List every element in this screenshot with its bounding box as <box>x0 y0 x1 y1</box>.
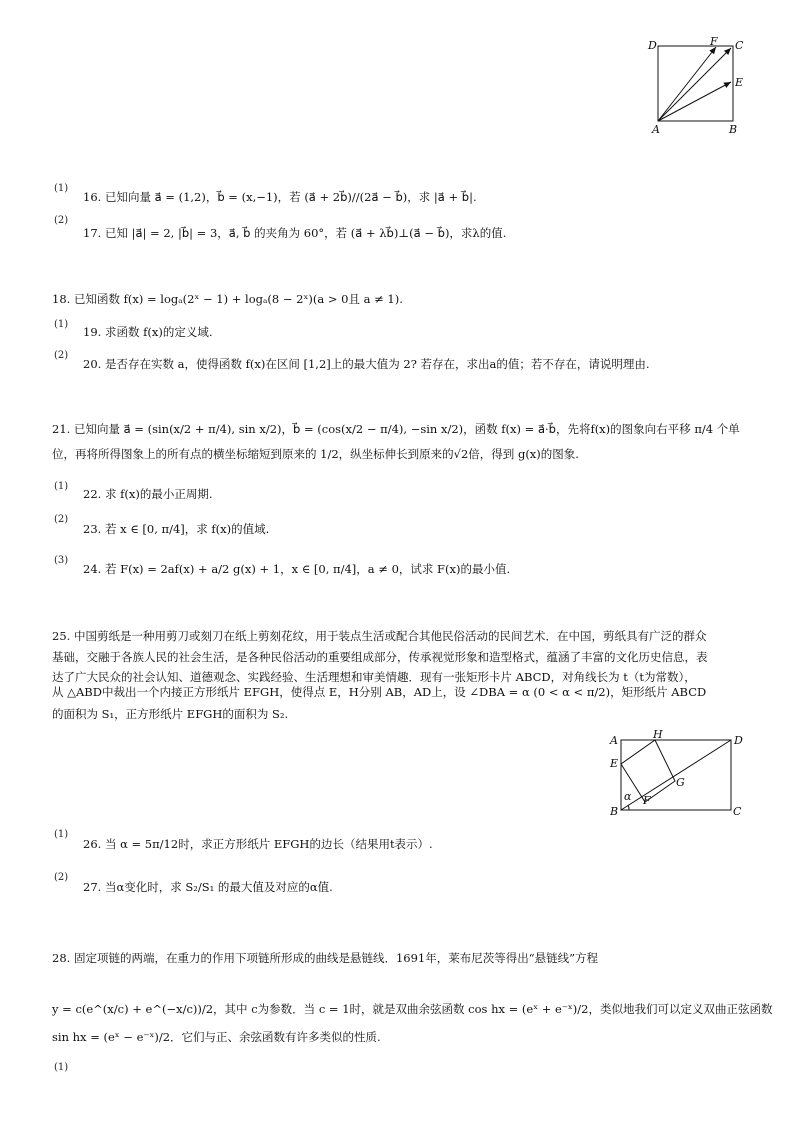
angle-alpha-arc <box>628 805 629 810</box>
label-f: F <box>710 36 718 48</box>
label-c: C <box>735 39 744 52</box>
question-18: 18. 已知函数 f(x) = logₐ(2ˣ − 1) + logₐ(8 − 2ˣ)(a > 0且 a ≠ 1). <box>52 292 403 306</box>
sub-marker: (3) <box>54 555 69 566</box>
sub-marker: (2) <box>54 215 69 226</box>
vector-af <box>658 47 716 121</box>
sub-marker: (1) <box>54 183 69 194</box>
label-a: A <box>610 734 618 747</box>
label-g: G <box>676 776 685 789</box>
question-20: 20. 是否存在实数 a，使得函数 f(x)在区间 [1,2]上的最大值为 2? 若存在，求出a的值；若不存在，请说明理由. <box>83 357 650 371</box>
question-17: 17. 已知 |a⃗| = 2, |b⃗| = 3，a⃗, b⃗ 的夹角为 60°，若 (a⃗ + λb⃗)⊥(a⃗ − b⃗)，求λ的值. <box>83 226 507 240</box>
sub-marker: (1) <box>54 829 69 840</box>
question-19: 19. 求函数 f(x)的定义域. <box>83 325 213 339</box>
question-28-line-3: sin hx = (eˣ − e⁻ˣ)/2．它们与正、余弦函数有许多类似的性质. <box>52 1030 381 1044</box>
label-alpha: α <box>624 790 632 803</box>
sub-marker: (1) <box>54 481 69 492</box>
question-28-line-2: y = c(e^(x/c) + e^(−x/c))/2，其中 c为参数．当 c = 1时，就是双曲余弦函数 cos hx = (eˣ + e⁻ˣ)/2，类似地我们可以定义双曲正弦函数 <box>52 1002 773 1016</box>
question-27: 27. 当α变化时，求 S₂/S₁ 的最大值及对应的α值. <box>83 880 333 894</box>
question-26: 26. 当 α = 5π/12时，求正方形纸片 EFGH的边长（结果用t表示）. <box>83 837 433 851</box>
sub-marker: (1) <box>54 319 69 330</box>
question-23: 23. 若 x ∈ [0, π/4]，求 f(x)的值域. <box>83 522 270 536</box>
sub-marker: (2) <box>54 350 69 361</box>
paper-cut-figure <box>605 728 755 824</box>
label-f: F <box>643 794 651 807</box>
label-a: A <box>652 123 660 136</box>
question-25-line-5: 的面积为 S₁，正方形纸片 EFGH的面积为 S₂. <box>52 707 289 721</box>
sub-marker: (2) <box>54 872 69 883</box>
sub-marker: (2) <box>54 514 69 525</box>
diagonal-bd <box>621 740 731 810</box>
question-25-line-1: 25. 中国剪纸是一种用剪刀或刻刀在纸上剪刻花纹，用于装点生活或配合其他民俗活动的民间艺术．在中国，剪纸具有广泛的群众 <box>52 629 707 643</box>
question-24: 24. 若 F(x) = 2af(x) + a/2 g(x) + 1，x ∈ [0, π/4]，a ≠ 0，试求 F(x)的最小值. <box>83 562 511 576</box>
label-c: C <box>733 805 742 818</box>
question-22: 22. 求 f(x)的最小正周期. <box>83 487 213 501</box>
label-b: B <box>610 805 619 818</box>
label-d: D <box>734 734 743 747</box>
sub-marker: (1) <box>54 1062 69 1073</box>
question-25-line-4: 从 △ABD中裁出一个内接正方形纸片 EFGH，使得点 E，H分别 AB，AD上，设 ∠DBA = α (0 < α < π/2)，矩形纸片 ABCD <box>52 685 707 699</box>
question-28-line-1: 28. 固定项链的两端，在重力的作用下项链所形成的曲线是悬链线．1691年，莱布尼茨等得出“悬链线”方程 <box>52 951 598 965</box>
label-d: D <box>648 39 657 52</box>
question-16: 16. 已知向量 a⃗ = (1,2)，b⃗ = (x,−1)，若 (a⃗ + 2b⃗)//(2a⃗ − b⃗)，求 |a⃗ + b⃗|. <box>83 190 477 204</box>
label-e: E <box>610 757 619 770</box>
vector-figure <box>640 36 750 138</box>
question-21-line-2: 位，再将所得图象上的所有点的横坐标缩短到原来的 1/2，纵坐标伸长到原来的√2倍，得到 g(x)的图象. <box>52 447 579 461</box>
question-25-line-3: 达了广大民众的社会认知、道德观念、实践经验、生活理想和审美情趣．现有一张矩形卡片 ABCD，对角线长为 t（t为常数）， <box>52 670 696 684</box>
vector-ae <box>658 82 731 121</box>
label-e: E <box>735 76 744 89</box>
question-21-line-1: 21. 已知向量 a⃗ = (sin(x/2 + π/4), sin x/2)，b⃗ = (cos(x/2 − π/4), −sin x/2)，函数 f(x) = a⃗·b⃗，先将f(x)的图象向右平移 π/4 个单 <box>52 422 740 436</box>
vector-ac <box>658 48 731 121</box>
question-25-line-2: 基础，交融于各族人民的社会生活，是各种民俗活动的重要组成部分，传承视觉形象和造型格式，蕴涵了丰富的文化历史信息，表 <box>52 650 708 664</box>
label-b: B <box>729 123 738 136</box>
label-h: H <box>653 728 663 741</box>
